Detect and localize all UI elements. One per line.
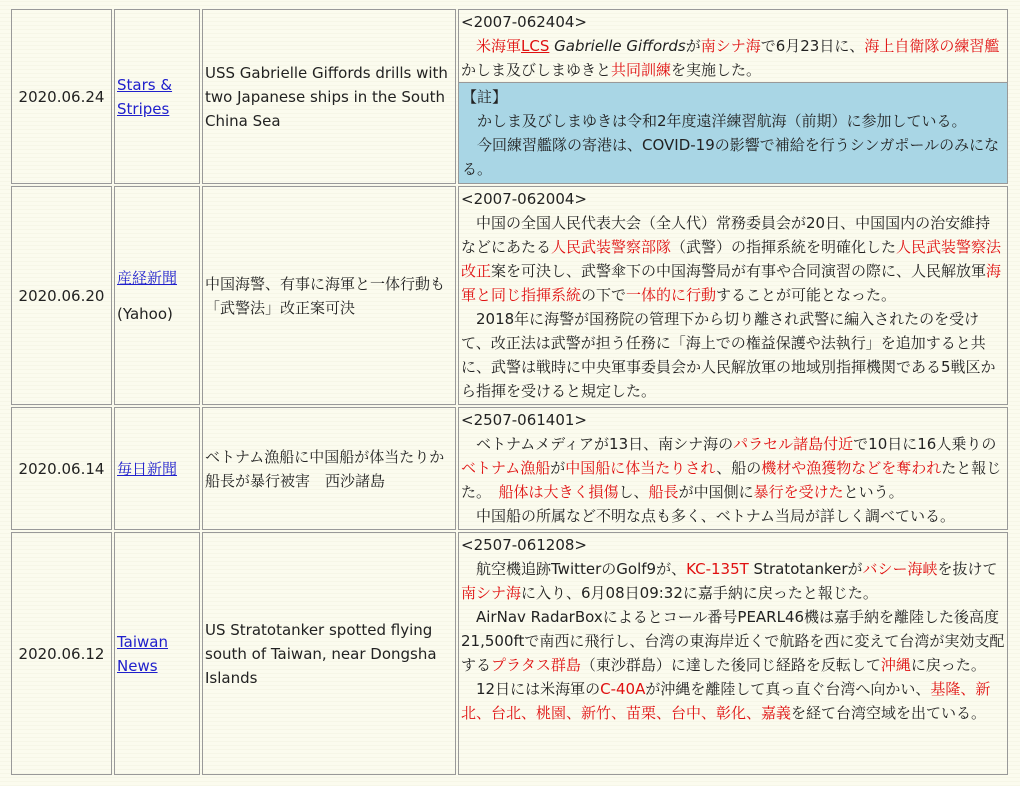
source-cell: [114, 186, 200, 405]
highlight-text: 機材や漁獲物などを奪われ: [761, 459, 942, 477]
highlight-text: 船体は大きく損傷: [498, 483, 619, 501]
source-link[interactable]: 毎日新聞: [117, 459, 178, 478]
text-segment: 、船の: [716, 459, 762, 477]
table-row: [11, 407, 1008, 530]
highlight-text: 中国船に体当たりされ: [565, 459, 717, 477]
highlight-text: 一体的に行動: [626, 286, 717, 304]
paragraph: [461, 34, 1005, 82]
highlight-text: 南シナ海: [461, 584, 522, 602]
paragraph: [461, 677, 1005, 725]
source-extra: (Yahoo): [117, 304, 173, 323]
highlight-text: 人民武装警察部隊: [551, 238, 672, 256]
note-box: [459, 82, 1007, 183]
text-segment: 中国の全国人民代表大会（全人代）常務委員会が20日、中国国内の治安維持などにあたる: [461, 214, 991, 256]
source-cell: [114, 532, 200, 775]
text-segment: に入り、6月08日09:32に嘉手納に戻ったと報じた。: [521, 584, 878, 602]
text-segment: 2018年に海警が国務院の管理下から切り離され武警に編入されたのを受けて、改正法は武警が担う任務に「海上での権益保護や法執行」を追加すると共に、武警は戦時に中央軍事委員会か人民解放軍の地域別指揮機関である5戦区から指揮を受けると規定した。: [461, 310, 996, 400]
title-cell: USS Gabrielle Giffords drills with two Japanese ships in the South China Sea: [202, 9, 456, 184]
highlight-text: 沖縄: [880, 656, 911, 674]
text-segment: を経て台湾空域を出ている。: [791, 704, 987, 722]
highlight-text: ベトナム漁船: [461, 459, 551, 477]
highlight-text: KC-135T: [686, 560, 749, 578]
article-code: <2507-061208>: [461, 536, 587, 554]
inline-link[interactable]: LCS: [521, 37, 550, 55]
note-heading: 【註】: [462, 88, 508, 106]
source-cell: [114, 9, 200, 184]
highlight-text: C-40A: [600, 680, 646, 698]
body-cell: [458, 9, 1008, 184]
text-segment: が中国側に: [678, 483, 754, 501]
source-link[interactable]: 産経新聞: [117, 268, 178, 287]
article-code: <2007-062404>: [461, 13, 587, 31]
text-segment: に戻った。: [910, 656, 986, 674]
title-cell: 中国海警、有事に海軍と一体行動も 「武警法」改正案可決: [202, 186, 456, 405]
table-row: [11, 9, 1008, 184]
article-code: <2007-062004>: [461, 190, 587, 208]
highlight-text: 海軍と同じ指揮系統: [461, 262, 1002, 304]
article-code: <2507-061401>: [461, 411, 587, 429]
text-segment: で10日に16人乗りの: [853, 435, 997, 453]
text-segment: 案を可決し、武警傘下の中国海警局が有事や合同演習の際に、人民解放軍: [491, 262, 987, 280]
text-segment: することが可能となった。: [716, 286, 897, 304]
text-segment: （武警）の指揮系統を明確化した: [671, 238, 897, 256]
text-segment: かしま及びしまゆきと: [461, 61, 612, 79]
text-segment: が沖縄を離陸して真っ直ぐ台湾へ向かい、: [645, 680, 931, 698]
title-cell: US Stratotanker spotted flying south of Taiwan, near Dongsha Islands: [202, 532, 456, 775]
highlight-text: 暴行を受けた: [753, 483, 844, 501]
table-row: [11, 532, 1008, 775]
text-segment: し、: [618, 483, 649, 501]
paragraph: [461, 504, 1005, 528]
highlight-text: バシー海峡: [862, 560, 938, 578]
text-segment: が: [685, 37, 701, 55]
table-row: [11, 186, 1008, 405]
paragraph: [461, 557, 1005, 605]
source-link[interactable]: Taiwan News: [117, 632, 169, 675]
text-segment: AirNav RadarBoxによるとコール番号PEARL46機は嘉手納を離陸した後高度21,500ftで南西に飛行し、台湾の東海岸近くで航路を西に変えて台湾が実効支配する: [461, 608, 1005, 674]
highlight-text: 人民武装警察法改正: [461, 238, 1002, 280]
paragraph: [461, 605, 1005, 677]
text-segment: たと報じた。: [461, 459, 1002, 501]
highlight-text: 船長: [648, 483, 679, 501]
date-cell: 2020.06.20: [11, 186, 112, 405]
highlight-text: パラセル諸島付近: [733, 435, 854, 453]
body-cell: [458, 407, 1008, 530]
paragraph: [461, 211, 1005, 307]
highlight-text: プラタス群島: [491, 656, 581, 674]
italic-text: Gabrielle Giffords: [554, 37, 686, 55]
text-segment: を実施した。: [671, 61, 762, 79]
news-table: [9, 7, 1010, 777]
paragraph: [461, 432, 1005, 504]
highlight-text: 米海軍: [476, 37, 522, 55]
text-segment: 中国船の所属など不明な点も多く、ベトナム当局が詳しく調べている。: [476, 507, 955, 525]
title-cell: ベトナム漁船に中国船が体当たりか 船長が暴行被害 西沙諸島: [202, 407, 456, 530]
highlight-text: 基隆、新北、台北、桃園、新竹、苗栗、台中、彰化、嘉義: [461, 680, 991, 722]
highlight-text: 海上自衛隊の練習艦: [864, 37, 1000, 55]
text-segment: Stratotankerが: [748, 560, 863, 578]
text-segment: という。: [843, 483, 904, 501]
date-cell: 2020.06.12: [11, 532, 112, 775]
text-segment: が: [550, 459, 566, 477]
source-link[interactable]: Stars & Stripes: [117, 75, 173, 118]
body-cell: [458, 186, 1008, 405]
body-cell: [458, 532, 1008, 775]
text-segment: の下で: [581, 286, 627, 304]
paragraph: [461, 307, 1005, 403]
text-segment: ベトナムメディアが13日、南シナ海の: [476, 435, 734, 453]
text-segment: 12日には米海軍の: [476, 680, 601, 698]
text-segment: 航空機追跡TwitterのGolf9が、: [476, 560, 687, 578]
note-line: 今回練習艦隊の寄港は、COVID-19の影響で補給を行うシンガポールのみになる。: [462, 136, 1000, 178]
text-segment: で6月23日に、: [760, 37, 865, 55]
highlight-text: 南シナ海: [700, 37, 761, 55]
date-cell: 2020.06.14: [11, 407, 112, 530]
date-cell: 2020.06.24: [11, 9, 112, 184]
text-segment: （東沙群島）に達した後同じ経路を反転して: [580, 656, 881, 674]
source-cell: [114, 407, 200, 530]
note-line: かしま及びしまゆきは令和2年度遠洋練習航海（前期）に参加している。: [477, 112, 967, 130]
highlight-text: 共同訓練: [611, 61, 672, 79]
text-segment: を抜けて: [937, 560, 998, 578]
